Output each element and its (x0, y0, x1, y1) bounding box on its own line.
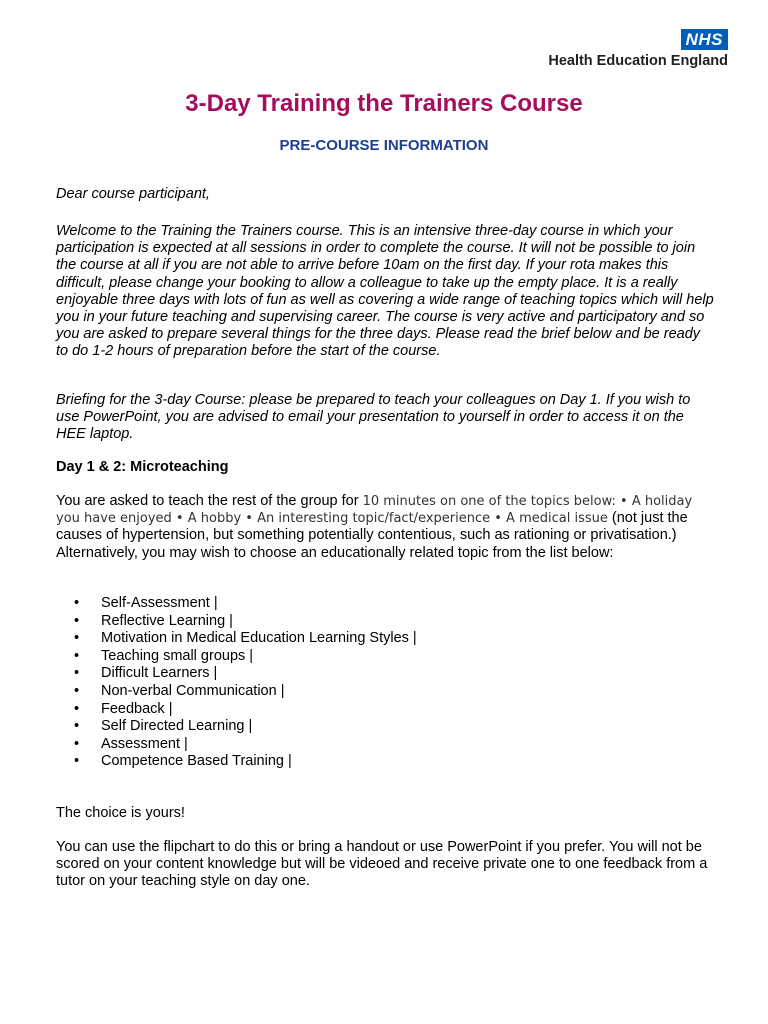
bullet-icon: • (74, 665, 80, 682)
bullet-icon: • (74, 700, 80, 717)
topic-label: Difficult Learners | (101, 665, 218, 682)
topic-list (56, 595, 656, 771)
section-heading-microteaching: Day 1 & 2: Microteaching (56, 459, 229, 475)
header-logo-block (548, 29, 728, 69)
bullet-icon: • (74, 718, 80, 735)
nhs-logo: NHS (681, 29, 728, 50)
welcome-paragraph: Welcome to the Training the Trainers course. This is an intensive three-day course in which your participation is expected at all sessions in order to complete the course. It will not be possible to join the course at all if you are not able to arrive before 10am on the first day. If your rota makes this difficult, please change your booking to allow a colleague to take up the empty place. It is a really enjoyable three days with lots of fun as well as covering a wide range of teaching topics which will help you in your future teaching and supervising career. The course is very active and participatory and so you are asked to prepare several things for the three days. Please read the brief below and be ready to do 1-2 hours of preparation before the start of the course. (56, 223, 714, 360)
topic-label: Non-verbal Communication | (101, 682, 285, 699)
topic-label: Competence Based Training | (101, 753, 292, 770)
bullet-icon: • (74, 682, 80, 699)
microteaching-paragraph (56, 493, 716, 562)
list-item (56, 753, 656, 771)
bullet-icon: • (74, 647, 80, 664)
topic-label: Assessment | (101, 735, 188, 752)
list-item (56, 595, 656, 613)
list-item (56, 665, 656, 683)
list-item (56, 701, 656, 719)
topic-label: Teaching small groups | (101, 647, 254, 664)
bullet-icon: • (74, 630, 80, 647)
bullet-icon: • (74, 595, 80, 611)
topic-label: Reflective Learning | (101, 612, 233, 629)
choice-text: The choice is yours! (56, 805, 185, 821)
org-name: Health Education England (548, 53, 728, 69)
page-title: 3-Day Training the Trainers Course (185, 90, 583, 117)
bullet-icon: • (74, 735, 80, 752)
list-item (56, 718, 656, 736)
topic-label: Feedback | (101, 700, 173, 717)
bullet-icon: • (74, 753, 80, 770)
page-subtitle: PRE-COURSE INFORMATION (279, 137, 489, 154)
greeting: Dear course participant, (56, 186, 210, 202)
microteaching-intro-start: You are asked to teach the rest of the group for (56, 493, 363, 509)
list-item (56, 648, 656, 666)
bullet-icon: • (74, 612, 80, 629)
briefing-paragraph: Briefing for the 3-day Course: please be prepared to teach your colleagues on Day 1. If you wish to use PowerPoint, you are advised to email your presentation to yourself in order to access it on the HEE laptop. (56, 392, 691, 443)
microteaching-topics-inline: 10 minutes on one of the topics below: • A holiday you have enjoyed • A hobby • An interesting topic/fact/experience • A medical issue (56, 494, 693, 527)
list-item (56, 613, 656, 631)
list-item (56, 630, 656, 648)
list-item (56, 736, 656, 754)
closing-paragraph: You can use the flipchart to do this or bring a handout or use PowerPoint if you prefer. You will not be scored on your content knowledge but will be videoed and receive private one to one feedback from a tutor on your teaching style on day one. (56, 839, 708, 890)
topic-label: Self Directed Learning | (101, 718, 253, 735)
topic-label: Self-Assessment | (101, 595, 218, 611)
list-item (56, 683, 656, 701)
topic-label: Motivation in Medical Education Learning Styles | (101, 630, 417, 647)
microteaching-intro-end: (not just the causes of hypertension, but something potentially contentious, such as rationing or privatisation.) Alternatively, you may wish to choose an educationally related topic from the list below: (56, 510, 688, 561)
